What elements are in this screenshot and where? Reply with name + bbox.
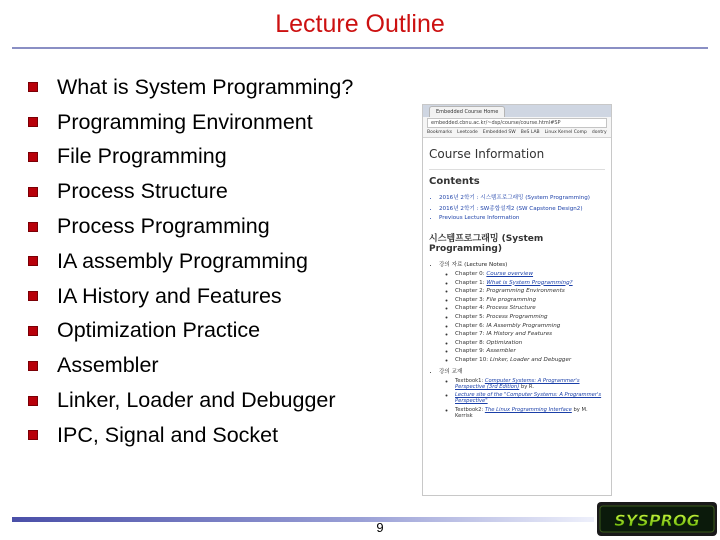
chapter-name: Course overview — [486, 271, 534, 277]
page-content — [423, 138, 611, 428]
logo-text: SYSPROG — [614, 511, 700, 530]
square-bullet-icon — [28, 326, 38, 336]
title-divider — [12, 47, 708, 49]
chapter-item — [455, 331, 605, 337]
textbook-item — [455, 392, 605, 404]
square-bullet-icon — [28, 361, 38, 371]
toc-link: • 2016년 2학기 : SW종합설계2 (SW Capstone Design2) — [439, 204, 605, 212]
square-bullet-icon — [28, 222, 38, 232]
toc-link: • 2016년 2학기 : 시스템프로그래밍 (System Programming) — [439, 193, 605, 201]
textbook-prefix: Textbook1: — [455, 377, 485, 384]
bookmark-item: Linux Kernel Comp — [544, 130, 587, 135]
chapter-list — [429, 271, 605, 363]
contents-heading: Contents — [429, 176, 480, 187]
chapter-name: File programming — [486, 296, 537, 303]
course-info-heading: Course Information — [429, 147, 545, 161]
bookmark-item: BeS LAB — [520, 130, 540, 135]
chapter-name: Optimization — [486, 339, 523, 346]
chapter-name: IA Assembly Programming — [486, 322, 561, 329]
textbook-item — [455, 378, 605, 390]
chapter-prefix: Chapter 3: — [455, 296, 487, 303]
browser-tab: Embedded Course Home — [429, 106, 505, 117]
chapter-name: Assembler — [486, 348, 516, 355]
chapter-prefix: Chapter 0: — [455, 271, 487, 277]
square-bullet-icon — [28, 396, 38, 406]
outline-item-text: Process Programming — [57, 214, 270, 239]
lecture-notes-group — [429, 260, 605, 268]
outline-item-text: File Programming — [57, 144, 227, 169]
chapter-prefix: Chapter 4: — [455, 305, 487, 312]
section-heading: 시스템프로그래밍 (System Programming) — [429, 234, 544, 254]
chapter-item — [455, 314, 605, 320]
textbook-suffix: by M. Kerrisk — [455, 406, 588, 419]
bookmark-item: Embedded SW — [482, 130, 516, 135]
page-number: 9 — [376, 520, 384, 535]
textbook-name: Lecture site of the "Computer Systems: A Programmer's Perspective" — [455, 392, 602, 405]
outline-item — [28, 383, 353, 418]
chapter-name: Process Structure — [486, 305, 536, 312]
outline-item — [28, 279, 353, 314]
lecture-notes-label: • 강의 자료 (Lecture Notes) — [439, 260, 605, 268]
square-bullet-icon — [28, 152, 38, 162]
square-bullet-icon — [28, 187, 38, 197]
outline-item-text: Assembler — [57, 353, 159, 378]
square-bullet-icon — [28, 82, 38, 92]
square-bullet-icon — [28, 256, 38, 266]
chapter-prefix: Chapter 9: — [455, 348, 487, 355]
chapter-prefix: Chapter 10: — [455, 356, 490, 363]
chapter-prefix: Chapter 2: — [455, 288, 487, 295]
browser-address-bar — [423, 117, 611, 128]
chapter-name: Process Programming — [486, 313, 548, 320]
outline-item — [28, 105, 353, 140]
outline-item-text: IPC, Signal and Socket — [57, 422, 279, 447]
sysprog-logo — [597, 502, 717, 536]
chapter-name: Programming Environments — [486, 288, 565, 295]
textbook-name: The Linux Programming Interface — [484, 406, 572, 413]
chapter-item — [455, 297, 605, 303]
outline-item-text: Programming Environment — [57, 109, 313, 134]
footer-bar — [12, 517, 594, 522]
outline-item-text: IA History and Features — [57, 283, 282, 308]
bookmark-item: Bookmarks — [427, 130, 453, 135]
chapter-prefix: Chapter 6: — [455, 322, 487, 329]
course-page-screenshot — [422, 104, 612, 496]
outline-item-text: Process Structure — [57, 179, 228, 204]
toc-list — [429, 193, 605, 221]
outline-item-text: IA assembly Programming — [57, 248, 308, 273]
chapter-item — [455, 348, 605, 354]
outline-item — [28, 244, 353, 279]
textbook-label: • 강의 교재 — [439, 367, 605, 375]
outline-item-text: Linker, Loader and Debugger — [57, 388, 336, 413]
outline-item — [28, 348, 353, 383]
chapter-name: Linker, Loader and Debugger — [489, 356, 572, 363]
chapter-item — [455, 288, 605, 294]
chapter-prefix: Chapter 1: — [455, 279, 487, 286]
chapter-item — [455, 340, 605, 346]
chapter-item — [455, 305, 605, 311]
outline-item — [28, 140, 353, 175]
address-text: embedded.cbnu.ac.kr/~dsp/course/course.html#SP — [427, 118, 607, 128]
bookmarks-bar — [423, 128, 611, 138]
outline-item — [28, 209, 353, 244]
square-bullet-icon — [28, 430, 38, 440]
chapter-name: IA History and Features — [486, 331, 553, 338]
bookmark-item: dontry — [591, 130, 607, 135]
chapter-item — [455, 357, 605, 363]
outline-item-text: Optimization Practice — [57, 318, 261, 343]
chapter-item — [455, 271, 605, 277]
square-bullet-icon — [28, 291, 38, 301]
outline-list — [28, 70, 353, 453]
bookmark-item: Leetcode — [457, 130, 478, 135]
outline-item — [28, 174, 353, 209]
divider — [429, 169, 605, 170]
textbook-suffix: by R. — [519, 383, 534, 390]
slide-title: Lecture Outline — [275, 10, 445, 38]
square-bullet-icon — [28, 117, 38, 127]
outline-item — [28, 314, 353, 349]
chapter-prefix: Chapter 8: — [455, 339, 487, 346]
textbook-list — [429, 378, 605, 419]
chapter-prefix: Chapter 7: — [455, 331, 487, 338]
outline-item — [28, 70, 353, 105]
toc-link: • Previous Lecture Information — [439, 215, 605, 221]
textbook-prefix: Textbook2: — [455, 406, 485, 413]
outline-item-text: What is System Programming? — [57, 74, 354, 99]
chapter-prefix: Chapter 5: — [455, 313, 487, 320]
chapter-item — [455, 280, 605, 286]
outline-item — [28, 418, 353, 453]
chapter-name: What is System Programming? — [486, 279, 573, 286]
textbook-group — [429, 367, 605, 375]
browser-tabbar — [423, 105, 611, 117]
textbook-name: Computer Systems: A Programmer's Perspective (3rd Edition) — [455, 377, 580, 390]
svg-text:SYSPROG — [614, 511, 699, 530]
chapter-item — [455, 323, 605, 329]
textbook-item — [455, 407, 605, 419]
